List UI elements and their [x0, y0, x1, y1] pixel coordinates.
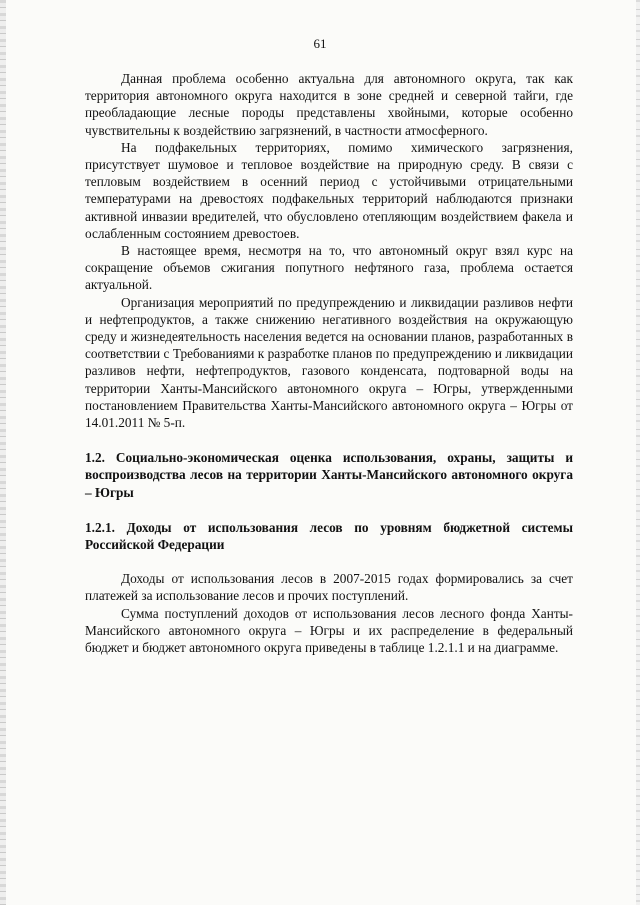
paragraph: В настоящее время, несмотря на то, что автономный округ взял курс на сокращение объемов сжигания попутного нефтяного газа, проблема остается актуальной. [85, 243, 573, 293]
section-heading: 1.2. Социально-экономическая оценка использования, охраны, защиты и воспроизводства лесов на территории Ханты-Мансийского автономного округа – Югры [85, 450, 573, 500]
scan-edge-left [0, 0, 6, 905]
spacer [85, 501, 573, 519]
paragraph: Доходы от использования лесов в 2007-2015 годах формировались за счет платежей за использование лесов и прочих поступлений. [85, 571, 573, 604]
spacer [85, 553, 573, 570]
page-number: 61 [313, 36, 327, 51]
paragraph: Сумма поступлений доходов от использования лесов лесного фонда Ханты-Мансийского автономного округа – Югры и их распределение в федеральный бюджет и бюджет автономного округа приведены в таблице 1.2.1.1 и на диаграмме. [85, 605, 573, 656]
subsection-heading: 1.2.1. Доходы от использования лесов по уровням бюджетной системы Российской Федерации [85, 519, 573, 553]
paragraph: На подфакельных территориях, помимо химического загрязнения, присутствует шумовое и тепловое воздействие на природную среду. В связи с тепловым воздействием в осенний период с устойчивыми отрицательными температурами на древостоях подфакельных территорий наблюдаются признаки активной инвазии вредителей, что обусловлено отепляющим воздействием факела и ослабленным состоянием древостоев. [85, 139, 573, 241]
page-body [85, 70, 573, 656]
paragraph: Организация мероприятий по предупреждению и ликвидации разливов нефти и нефтепродуктов, а также снижению негативного воздействия на окружающую среду и жизнедеятельность населения ведется на основании планов, разработанных в соответствии с Требованиями к разработке планов по предупреждению и ликвидации разливов нефти, нефтепродуктов, газового конденсата, подтоварной воды на территории Ханты-Мансийского автономного округа – Югры, утвержденными постановлением Правительства Ханты-Мансийского автономного округа – Югры от 14.01.2011 № 5-п. [85, 294, 573, 431]
spacer [85, 431, 573, 449]
paragraph: Данная проблема особенно актуальна для автономного округа, так как территория автономного округа находится в зоне средней и северной тайги, где преобладающие лесные породы представлены хвойными, которые особенно чувствительны к воздействию загрязнений, в частности атмосферного. [85, 71, 573, 138]
scan-edge-right [636, 0, 640, 905]
